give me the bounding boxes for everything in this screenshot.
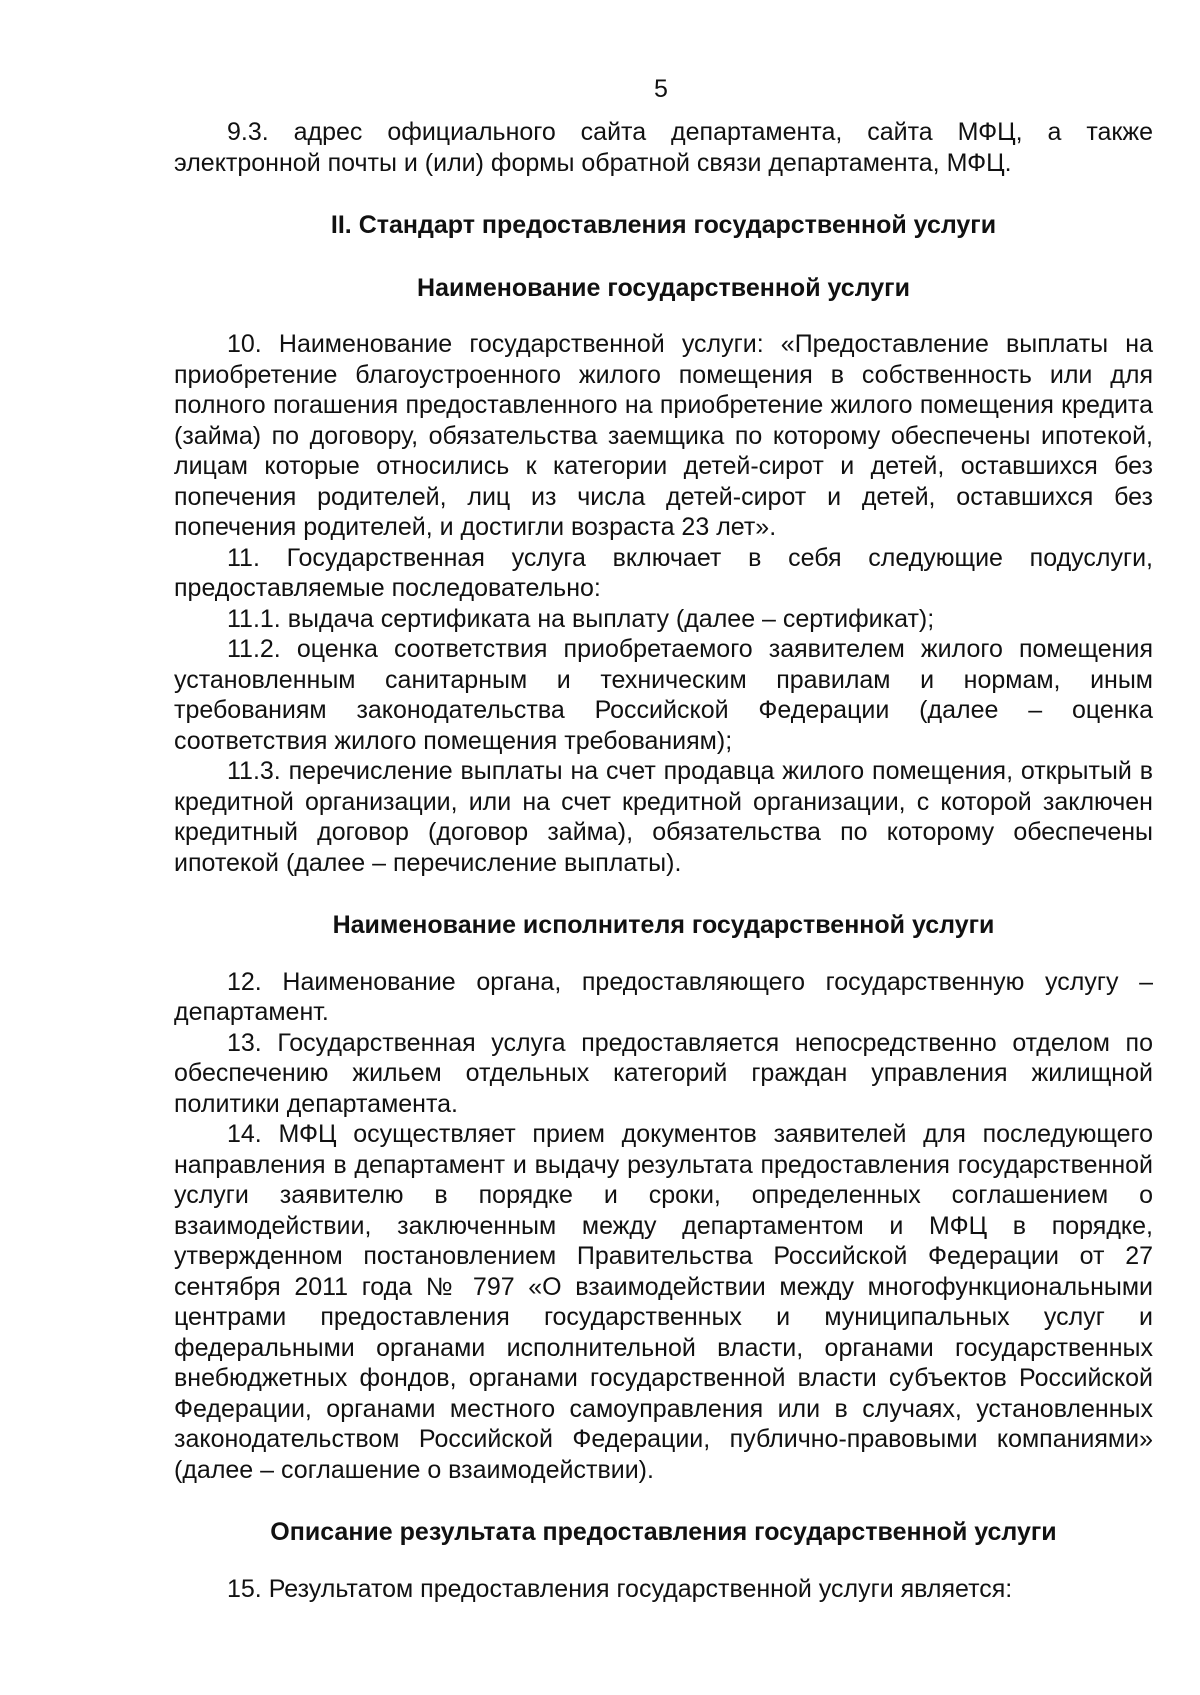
paragraph-11-1: 11.1. выдача сертификата на выплату (далее – сертификат);: [227, 604, 935, 633]
paragraph-12: 12. Наименование органа, предоставляющего государственную услугу – департамент.: [174, 967, 1153, 1026]
paragraph-10: 10. Наименование государственной услуги: «Предоставление выплаты на приобретение благоустроенного жилого помещения в собственность или для полного погашения предоставленного на приобретение жилого помещения кредита (займа) по договору, обязательства заемщика по которому обеспечены ипотекой, лицам которые относились к категории детей-сирот и детей, оставшихся без попечения родителей, лиц из числа детей-сирот и детей, оставшихся без попечения родителей, и достигли возраста 23 лет».: [174, 330, 1153, 541]
subheading-service-executor: Наименование исполнителя государственной услуги: [332, 911, 995, 939]
paragraph-14: 14. МФЦ осуществляет прием документов заявителей для последующего направления в департамент и выдачу результата предоставления государственной услуги заявителю в порядке и сроки, определенных соглашением о взаимодействии, заключенным между департаментом и МФЦ в порядке, утвержденном постановлением Правительства Российской Федерации от 27 сентября 2011 года № 797 «О взаимодействии между многофункциональными центрами предоставления государственных и муниципальных услуг и федеральными органами исполнительной власти, органами государственных внебюджетных фондов, органами государственной власти субъектов Российской Федерации, органами местного самоуправления или в случаях, установленных законодательством Российской Федерации, публично-правовыми компаниями» (далее – соглашение о взаимодействии).: [174, 1120, 1153, 1484]
paragraph-11-3: 11.3. перечисление выплаты на счет продавца жилого помещения, открытый в кредитной организации, или на счет кредитной организации, с которой заключен кредитный договор (договор займа), обязательства по которому обеспечены ипотекой (далее – перечисление выплаты).: [174, 757, 1153, 877]
document-body: [174, 117, 1153, 1604]
page-number: 5: [654, 75, 668, 103]
subheading-service-result: Описание результата предоставления государственной услуги: [270, 1518, 1057, 1546]
paragraph-11-2: 11.2. оценка соответствия приобретаемого заявителем жилого помещения установленным санитарным и техническим правилам и нормам, иным требованиям законодательства Российской Федерации (далее – оценка соответствия жилого помещения требованиям);: [174, 635, 1153, 755]
paragraph-15: 15. Результатом предоставления государственной услуги является:: [227, 1574, 1013, 1603]
subheading-service-name: Наименование государственной услуги: [417, 273, 910, 302]
section-heading-standard: II. Стандарт предоставления государственной услуги: [330, 211, 997, 239]
paragraph-11: 11. Государственная услуга включает в себя следующие подуслуги, предоставляемые последовательно:: [174, 543, 1153, 602]
paragraph-9-3: 9.3. адрес официального сайта департамента, сайта МФЦ, а также электронной почты и (или) формы обратной связи департамента, МФЦ.: [174, 118, 1153, 177]
paragraph-13: 13. Государственная услуга предоставляется непосредственно отделом по обеспечению жильем отдельных категорий граждан управления жилищной политики департамента.: [174, 1028, 1153, 1118]
